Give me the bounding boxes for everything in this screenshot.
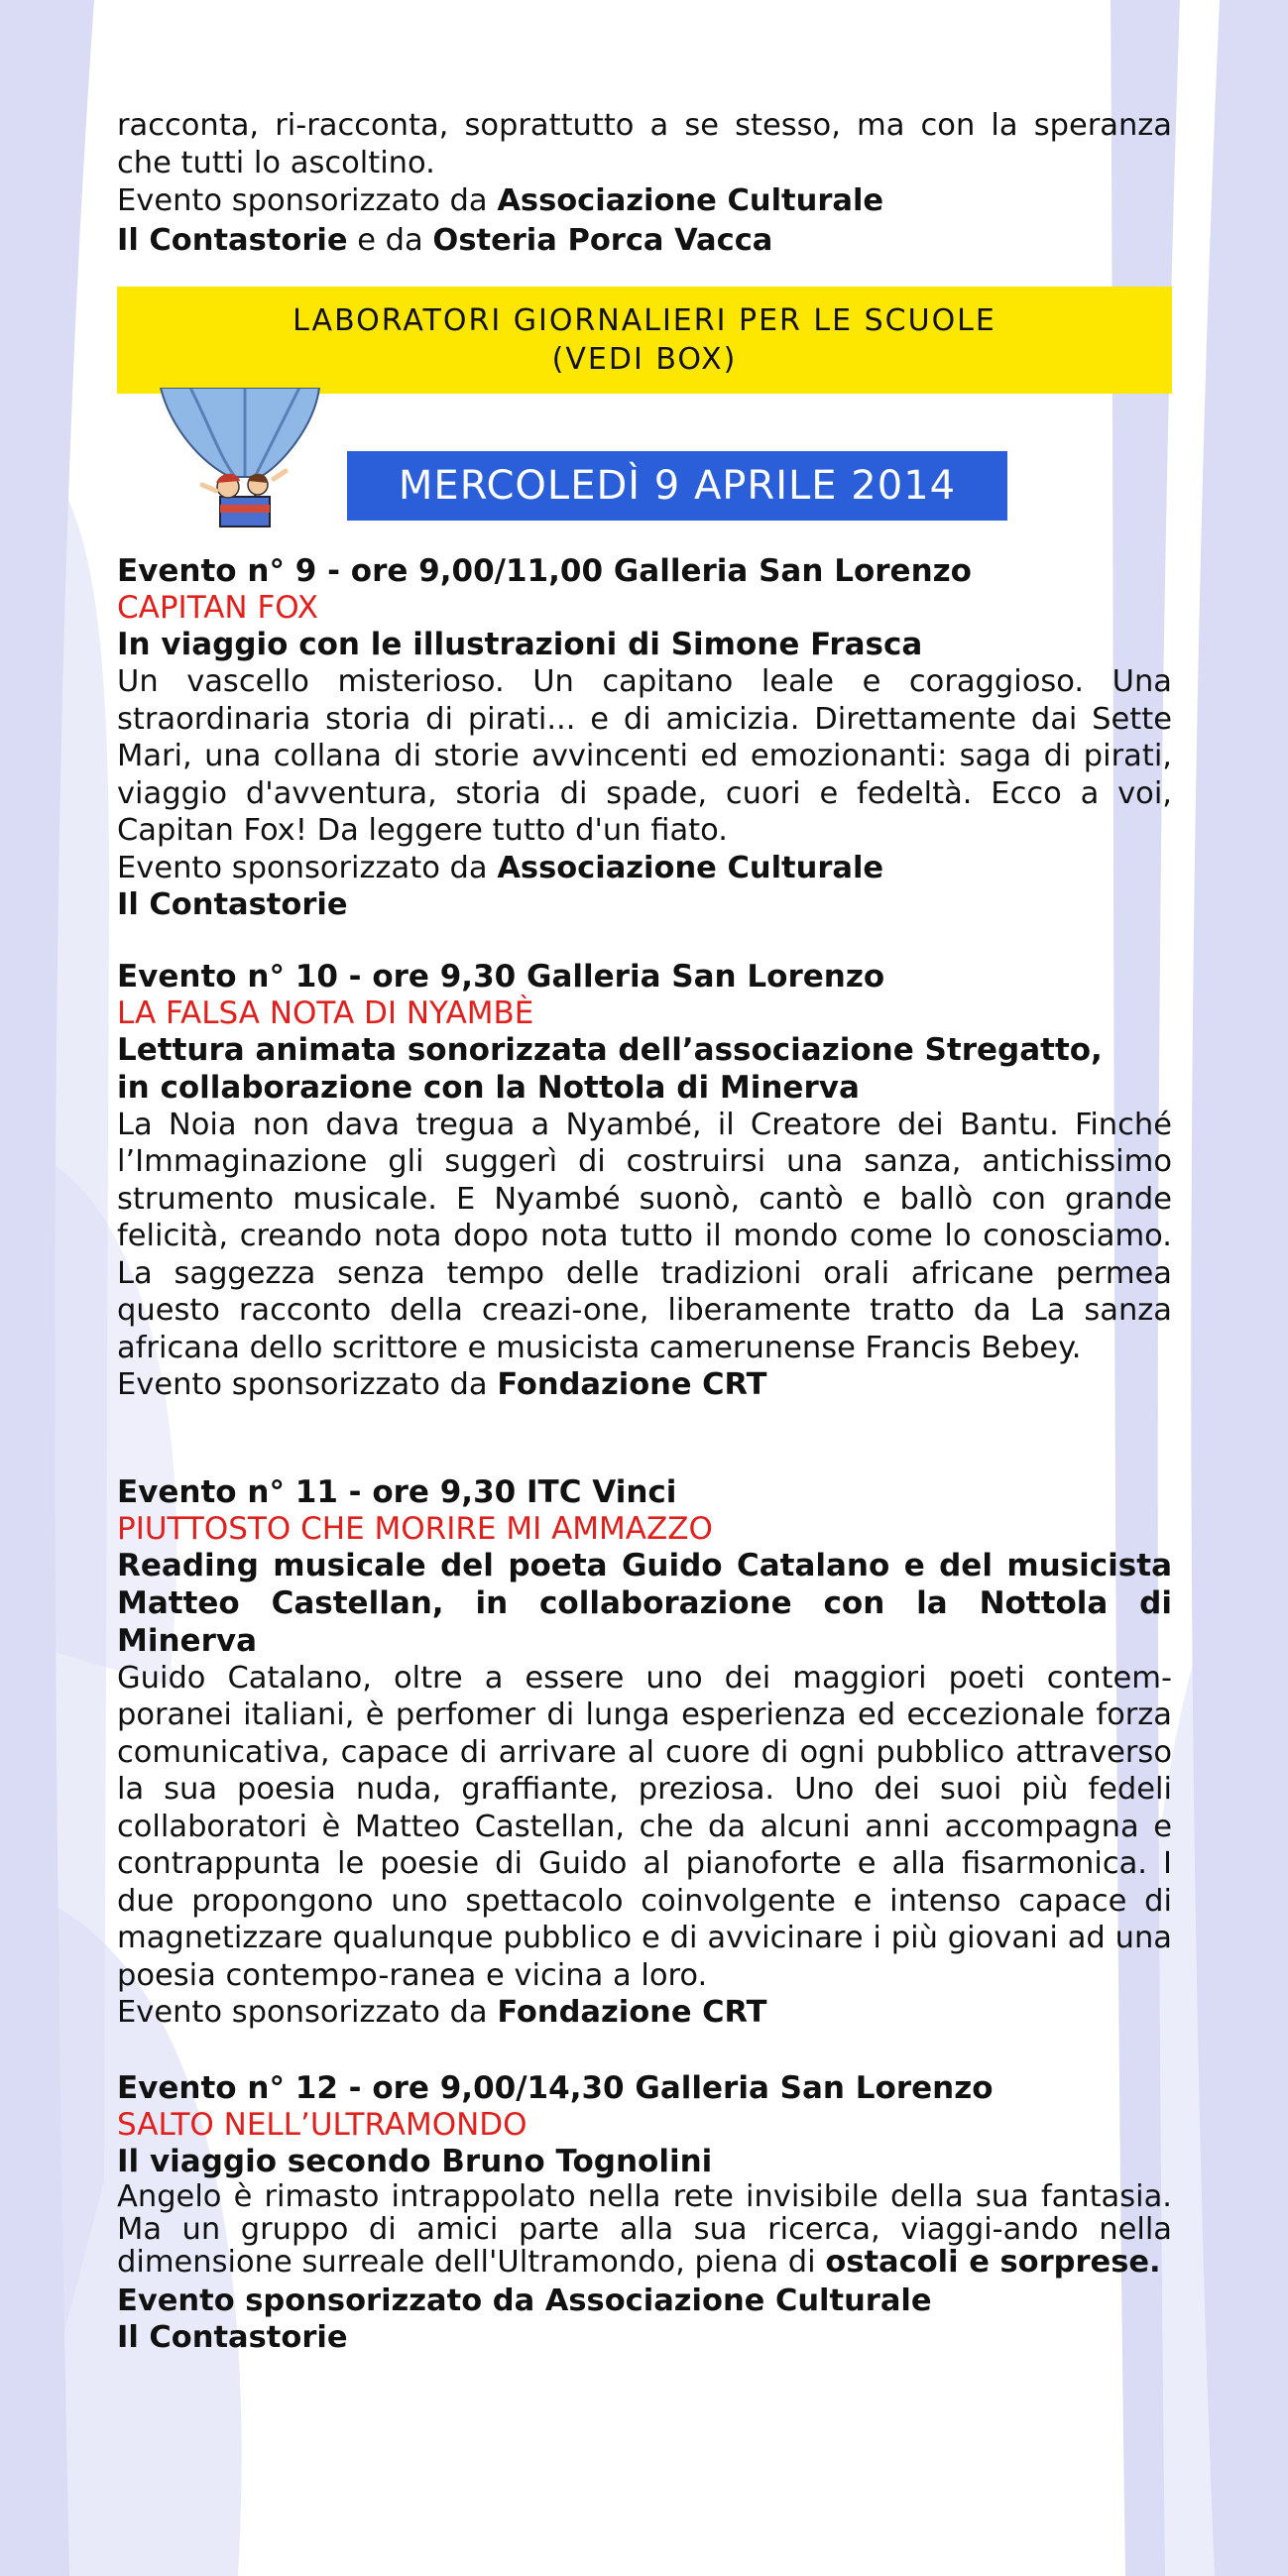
event-9-heading: Evento n° 9 - ore 9,00/11,00 Galleria San Lorenzo: [117, 553, 972, 589]
banner-line2: (VEDI BOX): [551, 342, 738, 377]
banner-line1: LABORATORI GIORNALIERI PER LE SCUOLE: [293, 303, 996, 338]
event-10-heading: Evento n° 10 - ore 9,30 Galleria San Lorenzo: [117, 958, 885, 995]
event-11-title: PIUTTOSTO CHE MORIRE MI AMMAZZO: [117, 1510, 713, 1547]
day-header: [117, 394, 1172, 552]
event-9-subtitle: In viaggio con le illustrazioni di Simone Frasca: [117, 627, 923, 662]
event-9-title: CAPITAN FOX: [117, 590, 318, 626]
event-12: [117, 2069, 1172, 2357]
event-10-subtitle: Lettura animata sonorizzata dell’associazione Stregatto, in collaborazione con la Nottola di Minerva: [117, 1031, 1103, 1106]
event-12-sponsor: Evento sponsorizzato da Associazione Culturale Il Contastorie: [117, 2283, 932, 2355]
school-workshops-banner: [117, 287, 1172, 394]
event-11-sponsor: Evento sponsorizzato da Fondazione CRT: [117, 1995, 767, 2030]
event-11-heading: Evento n° 11 - ore 9,30 ITC Vinci: [117, 1473, 677, 1510]
intro-text: racconta, ri-racconta, soprattutto a se stesso, ma con la speranza che tutti lo ascoltino.: [117, 108, 1172, 180]
day-title: MERCOLEDÌ 9 APRILE 2014: [347, 451, 1007, 521]
event-12-description: Angelo è rimasto intrappolato nella rete invisibile della sua fantasia. Ma un gruppo di amici parte alla sua ricerca, viaggi-ando nella dimensione surreale dell'Ultramondo, piena di ostacoli e sorprese.: [117, 2178, 1172, 2280]
event-12-subtitle: Il viaggio secondo Bruno Tognolini: [117, 2143, 713, 2179]
event-9-sponsor: Evento sponsorizzato da Associazione Culturale Il Contastorie: [117, 850, 884, 922]
event-10-title: LA FALSA NOTA DI NYAMBÈ: [117, 995, 534, 1031]
event-12-heading: Evento n° 12 - ore 9,00/14,30 Galleria San Lorenzo: [117, 2069, 994, 2106]
event-11-description: Guido Catalano, oltre a essere uno dei maggiori poeti contem-poranei italiani, è perfomer di lunga esperienza ed eccezionale forza comunicativa, capace di arrivare al cuore di ogni pubblico attraverso la sua poesia nuda, graffiante, preziosa. Uno dei suoi più fedeli collaboratori è Matteo Castellan, che da alcuni anni accompagna e contrappunta le poesie di Guido al pianoforte e alla fisarmonica. I due propongono uno spettacolo coinvolgente e intenso capace di magnetizzare qualunque pubblico e di avvicinare i più giovani ad una poesia contempo-ranea e vicina a loro.: [117, 1660, 1172, 1993]
event-12-title: SALTO NELL’ULTRAMONDO: [117, 2106, 527, 2143]
event-10: [117, 958, 1172, 1404]
hot-air-balloon-illustration: [151, 388, 339, 536]
event-10-description: La Noia non dava tregua a Nyambé, il Creatore dei Bantu. Finché l’Immaginazione gli suggerì di costruirsi una sanza, antichissimo strumento musicale. E Nyambé suonò, cantò e ballò con grande felicità, creando nota dopo nota tutto il mondo come lo conosciamo. La saggezza senza tempo delle tradizioni orali africane permea questo racconto della creazi-one, liberamente tratto da La sanza africana dello scrittore e musicista camerunense Francis Bebey.: [117, 1107, 1172, 1365]
event-10-sponsor: Evento sponsorizzato da Fondazione CRT: [117, 1367, 767, 1402]
event-9-description: Un vascello misterioso. Un capitano leale e coraggioso. Una straordinaria storia di pirati... e di amicizia. Direttamente dai Sette Mari, una collana di storie avvincenti ed emozionanti: saga di pirati, viaggio d'avventura, storia di spade, cuori e fedeltà. Ecco a voi, Capitan Fox! Da leggere tutto d'un fiato.: [117, 664, 1172, 848]
event-9: [117, 552, 1172, 924]
event-11: [117, 1473, 1172, 2032]
intro-sponsor: Evento sponsorizzato da Associazione Culturale Il Contastorie e da Osteria Porca Vacca: [117, 183, 884, 258]
event-11-subtitle: Reading musicale del poeta Guido Catalano e del musicista Matteo Castellan, in collaborazione con la Nottola di Minerva: [117, 1547, 1172, 1659]
